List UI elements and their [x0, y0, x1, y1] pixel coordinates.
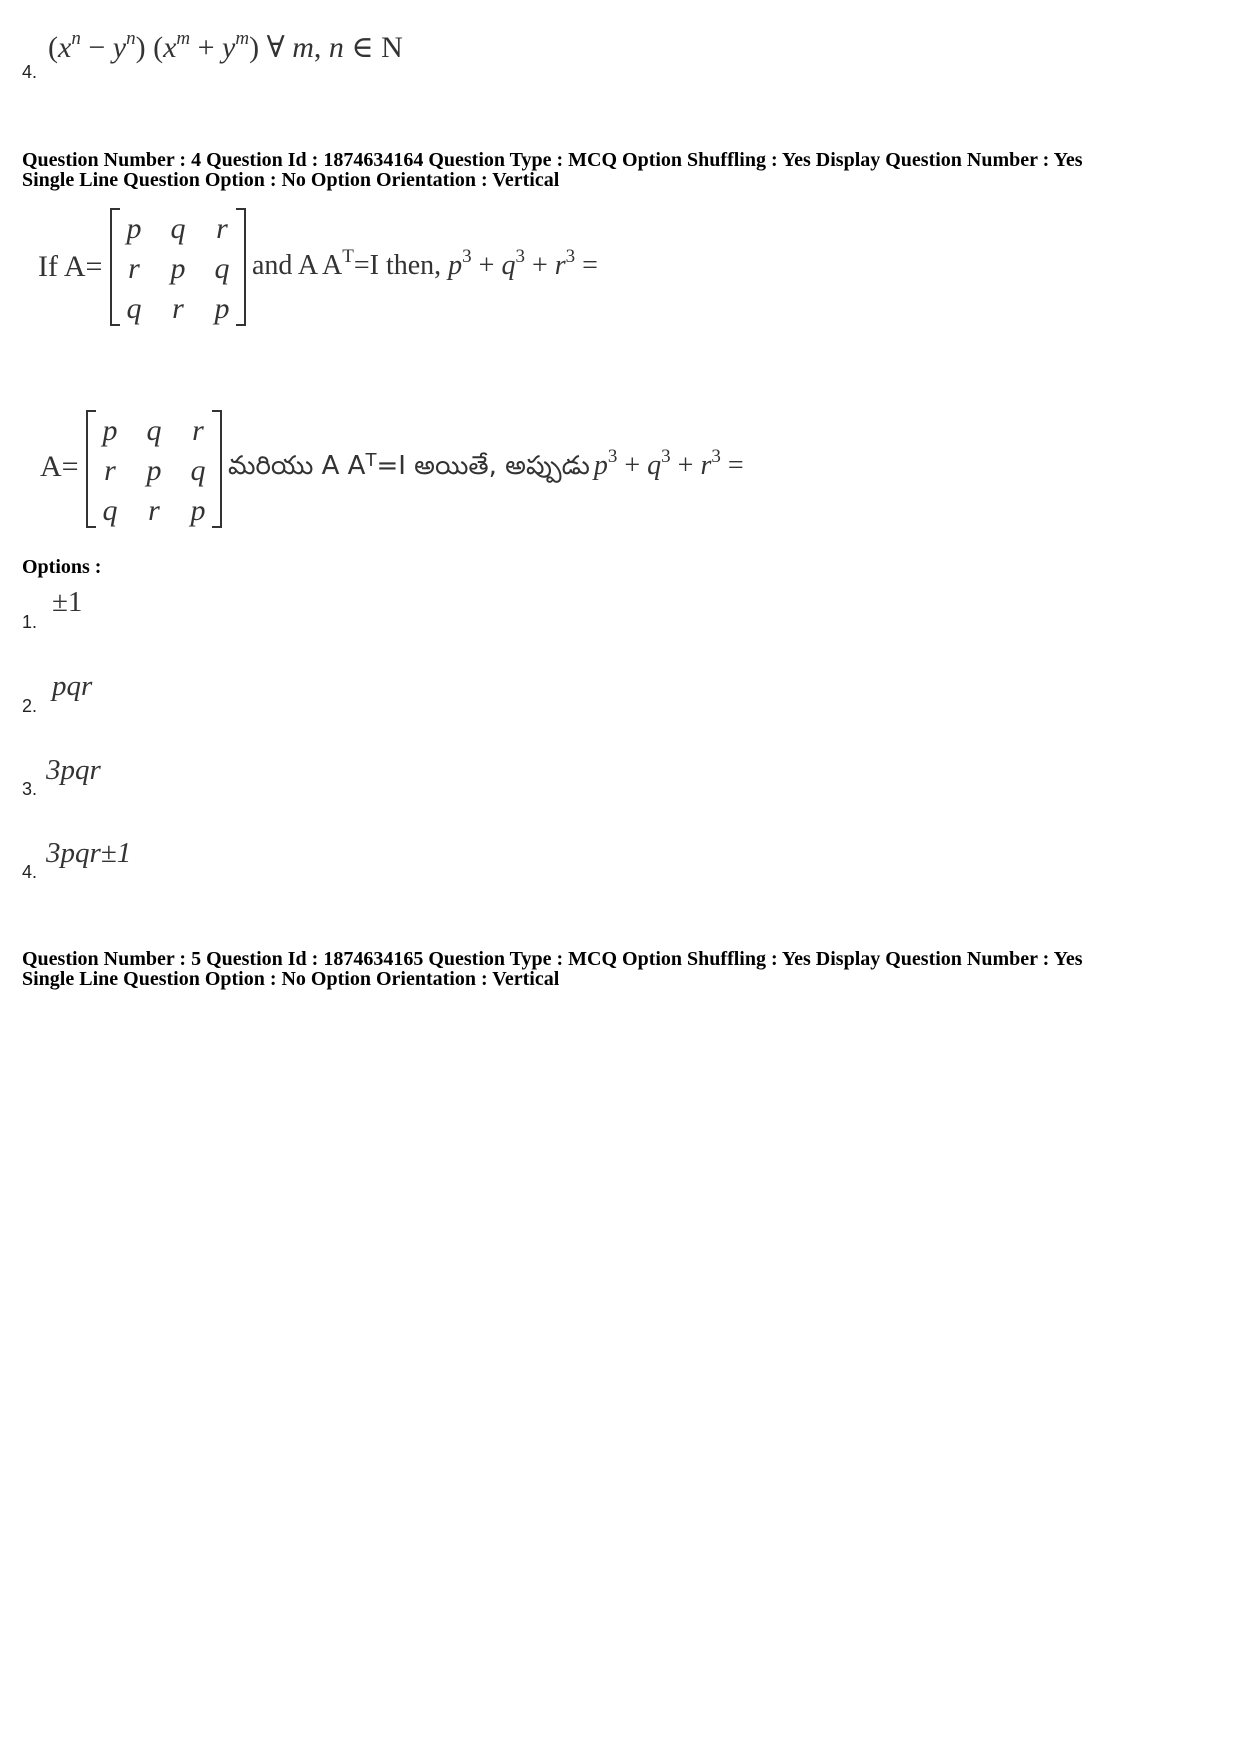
matrix-cell: p: [126, 212, 142, 245]
matrix-cell: r: [216, 212, 228, 245]
question-telugu-matrix: [86, 410, 222, 528]
option-text: 3pqr±1: [46, 837, 132, 869]
option-number: 3.: [22, 779, 38, 799]
matrix-cell: q: [190, 454, 206, 487]
question-5-meta-line-1: Question Number : 5 Question Id : 1874634165 Question Type : MCQ Option Shuffling : Yes Display Question Number : Yes: [22, 948, 1083, 970]
matrix-cell: p: [214, 292, 230, 325]
matrix-cell: p: [170, 252, 186, 285]
matrix-cell: r: [172, 292, 184, 325]
question-english-lead: If A=: [38, 250, 103, 283]
matrix-cell: r: [104, 454, 116, 487]
matrix-cell: r: [148, 494, 160, 527]
option-number: 2.: [22, 696, 38, 716]
prev-option-number: 4.: [22, 62, 38, 82]
matrix-cell: q: [214, 252, 230, 285]
matrix-cell: p: [190, 494, 206, 527]
question-5-meta-line-2: Single Line Question Option : No Option Orientation : Vertical: [22, 968, 560, 990]
option-text: pqr: [52, 670, 93, 702]
transpose-sup: T: [365, 449, 377, 471]
transpose-sup: T: [342, 245, 354, 267]
question-4-meta-line-2: Single Line Question Option : No Option Orientation : Vertical: [22, 169, 560, 191]
telugu-text: మరియు A A: [228, 451, 366, 481]
matrix-cell: r: [192, 414, 204, 447]
telugu-rest: =I అయితే, అప్పుడు: [376, 451, 590, 481]
matrix-cell: q: [102, 494, 118, 527]
question-english-matrix: [110, 208, 246, 326]
matrix-cell: q: [126, 292, 142, 325]
condition-rest: =I then,: [353, 250, 442, 281]
option-text: 3pqr: [46, 754, 101, 786]
option-text: ±1: [52, 586, 83, 618]
option-number: 1.: [22, 612, 38, 632]
question-telugu-lead: A=: [40, 450, 79, 483]
option-number: 4.: [22, 862, 38, 882]
question-english-condition: and A $A^T=I$ then, $p^3 + q^3 + r^3$ =: [252, 245, 598, 281]
question-4-meta-line-1: Question Number : 4 Question Id : 1874634164 Question Type : MCQ Option Shuffling : Yes Display Question Number : Yes: [22, 149, 1083, 171]
matrix-cell: p: [146, 454, 162, 487]
matrix-cell: p: [102, 414, 118, 447]
matrix-cell: q: [170, 212, 186, 245]
question-telugu-condition: మరియు A $A^T=I$ అయితే, అప్పుడు $p^3 + q^3 + r^3$ =: [228, 445, 744, 481]
matrix-cell: r: [128, 252, 140, 285]
condition-text: and A A: [252, 250, 343, 281]
matrix-cell: q: [146, 414, 162, 447]
prev-option-expression: $(x^n - y^n) (x^m + y^m)$ ∀ m, n ∈ N: [48, 28, 403, 64]
options-label: Options :: [22, 556, 102, 578]
